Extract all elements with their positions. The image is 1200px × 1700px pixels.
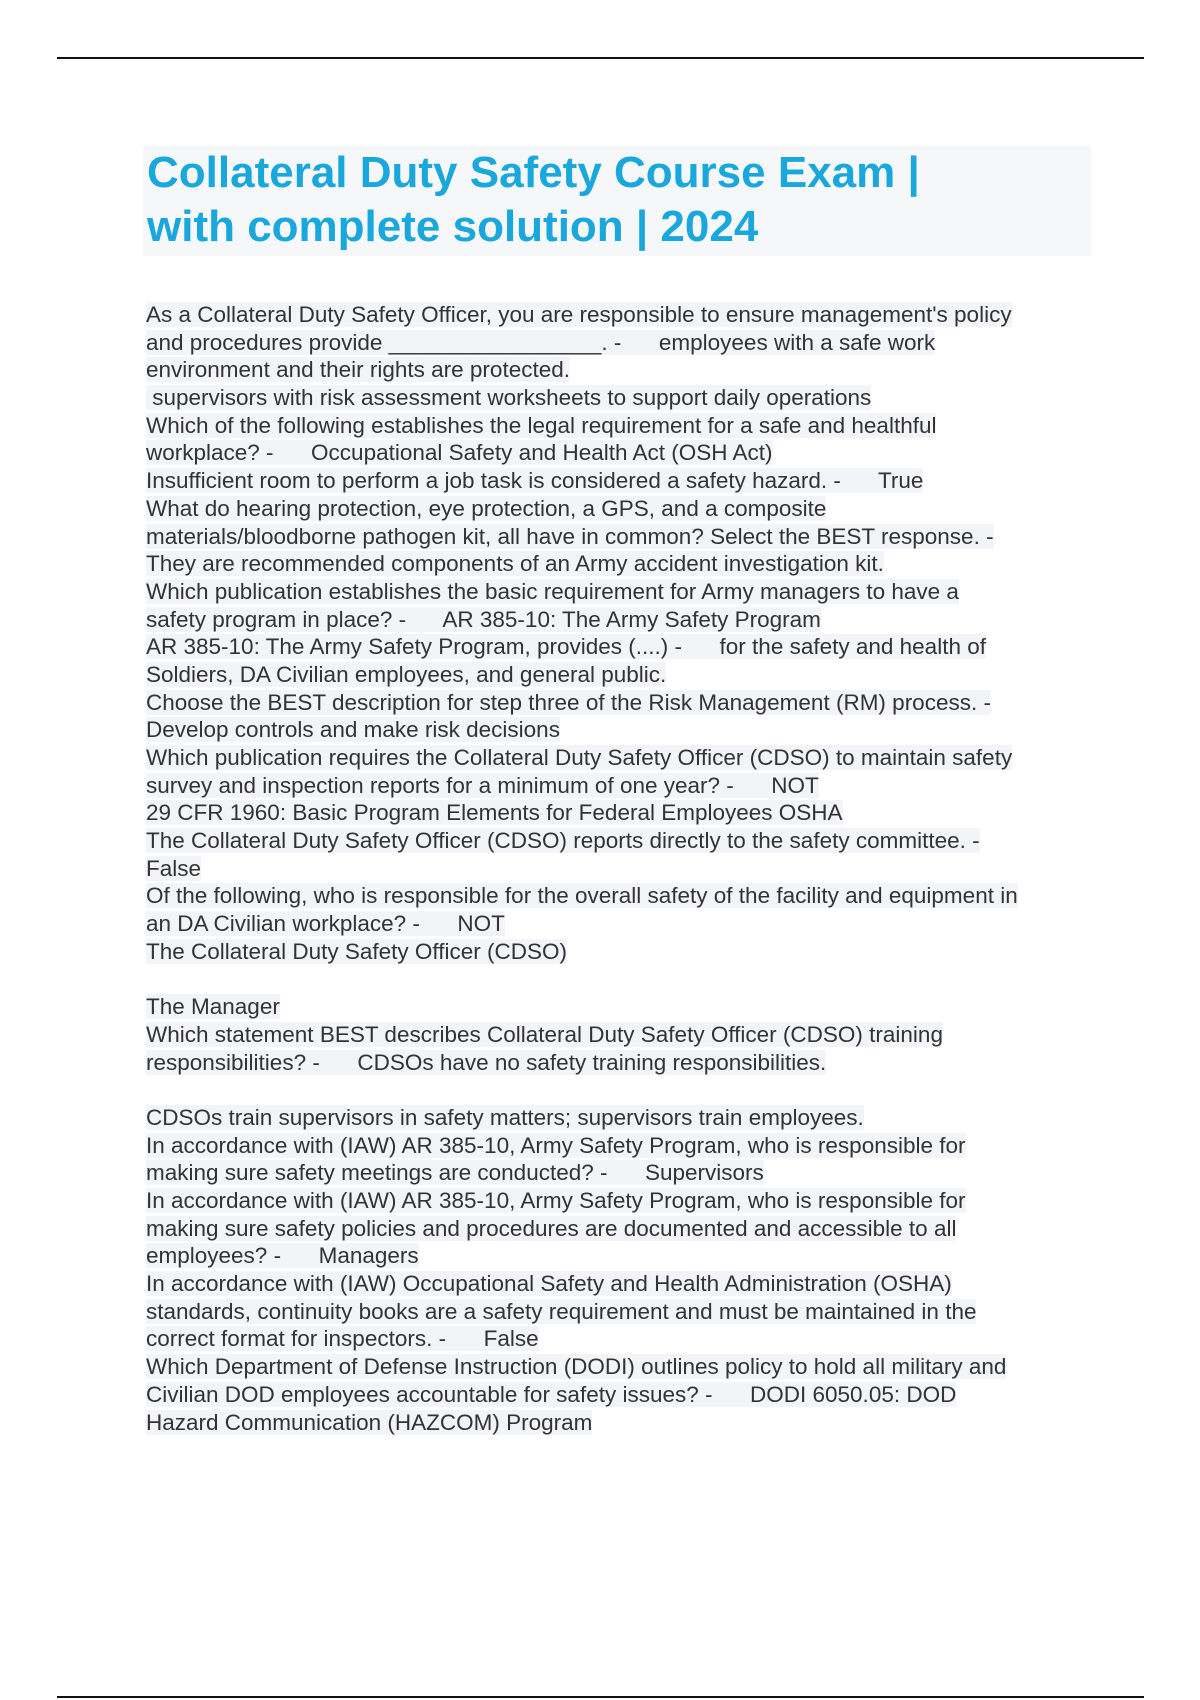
text-line [146, 1132, 1086, 1160]
text-line [146, 1049, 1086, 1077]
line-text: an DA Civilian workplace? - NOT [146, 911, 505, 937]
line-text: Civilian DOD employees accountable for safety issues? - DODI 6050.05: DOD [146, 1381, 957, 1407]
line-text: safety program in place? - AR 385-10: The Army Safety Program [146, 606, 821, 632]
text-line [146, 772, 1086, 800]
line-text: materials/bloodborne pathogen kit, all have in common? Select the BEST response. - [146, 523, 994, 549]
text-line [146, 1104, 1086, 1132]
text-line [146, 329, 1086, 357]
document-body [146, 301, 1086, 1436]
text-line [146, 799, 1086, 827]
text-line [146, 439, 1086, 467]
line-text: Which publication establishes the basic requirement for Army managers to have a [146, 578, 959, 604]
text-line [146, 1381, 1086, 1409]
line-text: Soldiers, DA Civilian employees, and general public. [146, 661, 667, 687]
text-line [146, 744, 1086, 772]
text-line [146, 1242, 1086, 1270]
line-text: In accordance with (IAW) AR 385-10, Army Safety Program, who is responsible for [146, 1188, 966, 1213]
line-text: Insufficient room to perform a job task is considered a safety hazard. - True [146, 468, 924, 494]
line-text: employees? - Managers [146, 1243, 419, 1269]
line-text: and procedures provide _________________. - employees with a safe work [146, 329, 936, 355]
line-text: In accordance with (IAW) Occupational Safety and Health Administration (OSHA) [146, 1271, 952, 1297]
text-line [146, 882, 1086, 910]
line-text: Which publication requires the Collateral Duty Safety Officer (CDSO) to maintain safety [146, 745, 1013, 770]
line-text: AR 385-10: The Army Safety Program, provides (....) - for the safety and health of [146, 634, 986, 660]
text-line [146, 993, 1086, 1021]
text-line [146, 827, 1086, 855]
line-text: They are recommended components of an Army accident investigation kit. [146, 551, 884, 577]
document-title [147, 146, 1077, 254]
blank-line [146, 1076, 1086, 1104]
text-line [146, 1187, 1086, 1215]
text-line [146, 467, 1086, 495]
line-text: standards, continuity books are a safety requirement and must be maintained in the [146, 1298, 977, 1324]
text-line [146, 1409, 1086, 1437]
text-line [146, 301, 1086, 329]
top-rule [57, 57, 1144, 59]
line-text: The Collateral Duty Safety Officer (CDSO) reports directly to the safety committee. - [146, 828, 980, 854]
line-text: The Manager [146, 994, 280, 1020]
blank-line [146, 966, 1086, 994]
line-text: Which Department of Defense Instruction (DODI) outlines policy to hold all military and [146, 1354, 1007, 1380]
line-text: supervisors with risk assessment worksheets to support daily operations [146, 385, 872, 411]
line-text: correct format for inspectors. - False [146, 1326, 539, 1352]
text-line [146, 1325, 1086, 1353]
text-line [146, 1298, 1086, 1326]
line-text: making sure safety meetings are conducted? - Supervisors [146, 1160, 764, 1186]
line-text: 29 CFR 1960: Basic Program Elements for Federal Employees OSHA [146, 800, 843, 826]
text-line [146, 356, 1086, 384]
title-line: Collateral Duty Safety Course Exam | [147, 148, 920, 197]
text-line [146, 495, 1086, 523]
text-line [146, 1215, 1086, 1243]
bottom-rule [57, 1696, 1144, 1698]
line-text: Choose the BEST description for step three of the Risk Management (RM) process. - [146, 689, 991, 715]
line-text: As a Collateral Duty Safety Officer, you are responsible to ensure management's policy [146, 302, 1012, 327]
text-line [146, 384, 1086, 412]
text-line [146, 1021, 1086, 1049]
line-text: survey and inspection reports for a minimum of one year? - NOT [146, 772, 819, 798]
text-line [146, 550, 1086, 578]
line-text: CDSOs train supervisors in safety matters; supervisors train employees. [146, 1104, 864, 1130]
line-text: environment and their rights are protected. [146, 357, 570, 383]
text-line [146, 661, 1086, 689]
text-line [146, 578, 1086, 606]
line-text: making sure safety policies and procedures are documented and accessible to all [146, 1215, 957, 1241]
text-line [146, 1159, 1086, 1187]
line-text: Hazard Communication (HAZCOM) Program [146, 1409, 593, 1435]
text-line [146, 523, 1086, 551]
text-line [146, 938, 1086, 966]
text-line [146, 689, 1086, 717]
line-text: Which of the following establishes the legal requirement for a safe and healthful [146, 412, 937, 438]
line-text: In accordance with (IAW) AR 385-10, Army Safety Program, who is responsible for [146, 1132, 966, 1158]
line-text: responsibilities? - CDSOs have no safety training responsibilities. [146, 1049, 827, 1075]
text-line [146, 412, 1086, 440]
text-line [146, 1270, 1086, 1298]
text-line [146, 606, 1086, 634]
line-text: Of the following, who is responsible for the overall safety of the facility and equipment in [146, 883, 1018, 909]
text-line [146, 633, 1086, 661]
line-text: Develop controls and make risk decisions [146, 717, 560, 743]
title-line: with complete solution | 2024 [147, 202, 759, 251]
line-text: Which statement BEST describes Collateral Duty Safety Officer (CDSO) training [146, 1021, 943, 1047]
text-line [146, 910, 1086, 938]
text-line [146, 716, 1086, 744]
line-text: What do hearing protection, eye protection, a GPS, and a composite [146, 495, 827, 521]
line-text: The Collateral Duty Safety Officer (CDSO) [146, 938, 567, 964]
line-text: False [146, 855, 202, 881]
text-line [146, 1353, 1086, 1381]
line-text: workplace? - Occupational Safety and Health Act (OSH Act) [146, 440, 773, 466]
text-line [146, 855, 1086, 883]
